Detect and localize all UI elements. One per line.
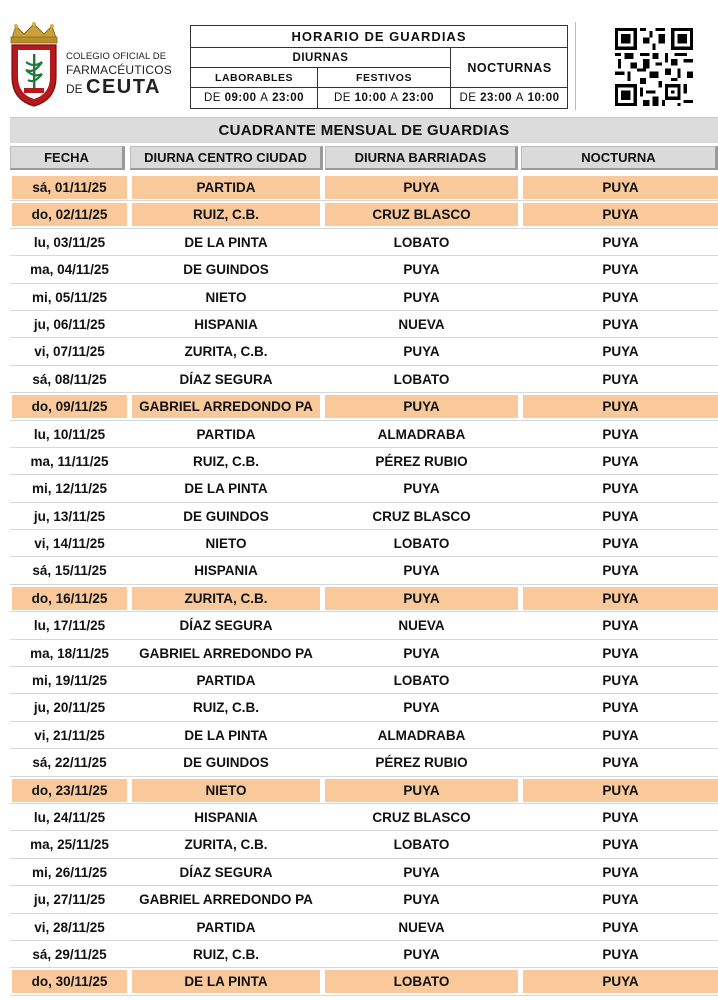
diurna-centro-cell: ZURITA, C.B. [184,837,268,853]
a-label: A [390,92,399,104]
diurna-barriadas-cell: CRUZ BLASCO [325,203,518,226]
nocturna-cell: PUYA [602,536,639,552]
nocturna-cell: PUYA [602,426,639,442]
date-cell: do, 30/11/25 [12,970,127,993]
date-cell: mi, 19/11/25 [31,673,108,689]
nocturnas-header: NOCTURNAS [451,48,568,88]
diurna-barriadas-cell: PUYA [403,563,440,579]
nocturna-cell: PUYA [602,344,639,360]
table-row [10,393,718,420]
date-cell: ju, 20/11/25 [33,700,106,716]
diurna-barriadas-cell: PUYA [325,395,518,418]
date-cell: do, 23/11/25 [12,779,127,802]
date-cell: ma, 04/11/25 [30,262,109,278]
date-cell: ma, 25/11/25 [30,837,109,853]
diurna-barriadas-cell: ALMADRABA [377,727,466,743]
diurna-centro-cell: NIETO [132,779,320,802]
diurna-barriadas-cell: PUYA [403,946,440,962]
de-label: DE [333,92,351,104]
table-row [10,448,718,475]
diurna-centro-cell: RUIZ, C.B. [193,946,259,962]
table-row [10,530,718,557]
column-header-nocturna: NOCTURNA [521,146,718,170]
diurna-centro-cell: DE GUINDOS [183,508,269,524]
nocturna-cell: PUYA [523,587,718,610]
table-row [10,722,718,749]
date-cell: ma, 18/11/25 [30,645,109,661]
date-cell: do, 16/11/25 [12,587,127,610]
date-cell: sá, 22/11/25 [32,755,107,771]
diurna-centro-cell: RUIZ, C.B. [193,700,259,716]
table-row [10,694,718,721]
diurna-barriadas-cell: PUYA [325,779,518,802]
diurna-barriadas-cell: LOBATO [393,536,450,552]
to-time: 10:00 [527,92,560,104]
diurna-centro-cell: HISPANIA [194,809,258,825]
nocturnas-hours [451,88,568,108]
nocturna-cell: PUYA [602,645,639,661]
date-cell: sá, 29/11/25 [32,946,107,962]
date-cell: do, 02/11/25 [12,203,127,226]
from-time: 09:00 [224,92,257,104]
nocturna-cell: PUYA [602,892,639,908]
table-row [10,475,718,502]
nocturna-cell: PUYA [602,727,639,743]
date-cell: sá, 15/11/25 [32,563,107,579]
date-cell: lu, 10/11/25 [33,426,106,442]
column-header-diurna-centro: DIURNA CENTRO CIUDAD [130,146,323,170]
table-row [10,503,718,530]
from-time: 10:00 [354,92,387,104]
date-cell: ju, 06/11/25 [33,316,106,332]
diurna-centro-cell: HISPANIA [194,563,258,579]
diurna-barriadas-cell: PÉREZ RUBIO [375,755,468,771]
column-header-diurna-barriadas: DIURNA BARRIADAS [325,146,518,170]
diurna-centro-cell: DE LA PINTA [132,970,320,993]
guard-table-body [10,174,718,996]
diurna-barriadas-cell: PUYA [403,481,440,497]
table-row [10,557,718,584]
date-cell: mi, 12/11/25 [31,481,108,497]
from-time: 23:00 [480,92,513,104]
diurna-centro-cell: GABRIEL ARREDONDO PA [132,395,320,418]
diurna-centro-cell: DE LA PINTA [184,727,268,743]
diurna-centro-cell: DE GUINDOS [183,755,269,771]
diurna-barriadas-cell: PUYA [403,892,440,908]
nocturna-cell: PUYA [602,809,639,825]
table-row [10,941,718,968]
date-cell: lu, 24/11/25 [33,809,106,825]
diurna-centro-cell: DE LA PINTA [184,234,268,250]
table-row [10,612,718,639]
diurna-barriadas-cell: PUYA [325,176,518,199]
table-row [10,421,718,448]
nocturna-cell: PUYA [523,779,718,802]
diurna-centro-cell: GABRIEL ARREDONDO PA [139,892,313,908]
diurna-centro-cell: NIETO [205,536,247,552]
diurna-centro-cell: DE GUINDOS [183,262,269,278]
nocturna-cell: PUYA [602,289,639,305]
diurna-barriadas-cell: LOBATO [393,234,450,250]
nocturna-cell: PUYA [523,203,718,226]
date-cell: lu, 17/11/25 [33,618,106,634]
nocturna-cell: PUYA [602,316,639,332]
logo-line-2: FARMACÉUTICOS [66,62,172,77]
diurna-centro-cell: PARTIDA [196,919,256,935]
diurna-barriadas-cell: PUYA [403,645,440,661]
laborables-header: LABORABLES [191,68,318,88]
table-row [10,640,718,667]
table-row [10,585,718,612]
diurna-centro-cell: DÍAZ SEGURA [179,371,273,387]
table-row [10,831,718,858]
diurna-barriadas-cell: LOBATO [393,837,450,853]
table-row [10,284,718,311]
diurna-centro-cell: ZURITA, C.B. [184,344,268,360]
date-cell: ma, 11/11/25 [30,453,109,469]
diurna-centro-cell: RUIZ, C.B. [193,453,259,469]
table-title: CUADRANTE MENSUAL DE GUARDIAS [10,117,718,143]
date-cell: vi, 21/11/25 [34,727,105,743]
nocturna-cell: PUYA [602,234,639,250]
diurna-centro-cell: PARTIDA [132,176,320,199]
date-cell: sá, 01/11/25 [12,176,127,199]
table-row [10,886,718,913]
diurna-barriadas-cell: PUYA [403,289,440,305]
diurna-barriadas-cell: CRUZ BLASCO [372,508,471,524]
date-cell: vi, 07/11/25 [34,344,105,360]
diurna-barriadas-cell: LOBATO [325,970,518,993]
diurna-barriadas-cell: LOBATO [393,371,450,387]
festivos-header: FESTIVOS [318,68,451,88]
diurna-barriadas-cell: NUEVA [398,316,445,332]
diurna-barriadas-cell: PUYA [325,587,518,610]
date-cell: vi, 28/11/25 [34,919,105,935]
table-row [10,859,718,886]
diurna-centro-cell: PARTIDA [196,426,256,442]
date-cell: ju, 13/11/25 [33,508,106,524]
to-time: 23:00 [402,92,435,104]
nocturna-cell: PUYA [602,481,639,497]
table-row [10,174,718,201]
nocturna-cell: PUYA [602,673,639,689]
diurna-barriadas-cell: PUYA [403,700,440,716]
a-label: A [260,92,269,104]
table-row [10,256,718,283]
table-row [10,968,718,995]
nocturna-cell: PUYA [602,508,639,524]
nocturna-cell: PUYA [602,453,639,469]
diurna-centro-cell: NIETO [205,289,247,305]
table-row [10,311,718,338]
date-cell: do, 09/11/25 [12,395,127,418]
diurna-barriadas-cell: PUYA [403,262,440,278]
nocturna-cell: PUYA [602,755,639,771]
a-label: A [515,92,524,104]
diurna-centro-cell: DÍAZ SEGURA [179,864,273,880]
diurna-barriadas-cell: LOBATO [393,673,450,689]
table-row [10,749,718,776]
nocturna-cell: PUYA [602,864,639,880]
diurna-barriadas-cell: NUEVA [398,618,445,634]
column-header-fecha: FECHA [10,146,125,170]
qr-code-icon[interactable] [615,28,693,106]
table-row [10,229,718,256]
nocturna-cell: PUYA [602,563,639,579]
date-cell: vi, 14/11/25 [34,536,105,552]
diurna-centro-cell: DE LA PINTA [184,481,268,497]
table-row [10,804,718,831]
date-cell: mi, 05/11/25 [31,289,108,305]
schedule-box [190,25,568,109]
nocturna-cell: PUYA [523,970,718,993]
divider [575,22,576,110]
diurnas-header: DIURNAS [191,48,451,68]
nocturna-cell: PUYA [602,262,639,278]
nocturna-cell: PUYA [602,919,639,935]
table-row [10,667,718,694]
table-row [10,201,718,228]
crest-icon [4,22,64,108]
date-cell: lu, 03/11/25 [33,234,106,250]
diurna-centro-cell: DÍAZ SEGURA [179,618,273,634]
diurna-barriadas-cell: PUYA [403,864,440,880]
de-label: DE [203,92,221,104]
nocturna-cell: PUYA [602,700,639,716]
date-cell: mi, 26/11/25 [31,864,108,880]
logo-line-1: COLEGIO OFICIAL DE [66,51,167,62]
laborables-hours [191,88,318,108]
nocturna-cell: PUYA [602,618,639,634]
table-row [10,777,718,804]
nocturna-cell: PUYA [602,946,639,962]
nocturna-cell: PUYA [523,176,718,199]
schedule-title: HORARIO DE GUARDIAS [191,26,567,48]
diurna-centro-cell: ZURITA, C.B. [132,587,320,610]
diurna-centro-cell: PARTIDA [196,673,256,689]
nocturna-cell: PUYA [602,371,639,387]
diurna-barriadas-cell: PÉREZ RUBIO [375,453,468,469]
diurna-barriadas-cell: CRUZ BLASCO [372,809,471,825]
festivos-hours [318,88,451,108]
diurna-barriadas-cell: NUEVA [398,919,445,935]
date-cell: sá, 08/11/25 [32,371,107,387]
table-row [10,338,718,365]
college-logo [4,22,174,108]
table-row [10,914,718,941]
logo-line-3 [66,77,176,97]
diurna-centro-cell: HISPANIA [194,316,258,332]
nocturna-cell: PUYA [523,395,718,418]
nocturna-cell: PUYA [602,837,639,853]
de-label: DE [459,92,477,104]
diurna-centro-cell: RUIZ, C.B. [132,203,320,226]
diurna-centro-cell: GABRIEL ARREDONDO PA [139,645,313,661]
table-row [10,366,718,393]
diurna-barriadas-cell: ALMADRABA [377,426,466,442]
date-cell: ju, 27/11/25 [33,892,106,908]
diurna-barriadas-cell: PUYA [403,344,440,360]
logo-prefix: DE [66,81,83,96]
to-time: 23:00 [272,92,305,104]
logo-city: CEUTA [86,75,161,98]
